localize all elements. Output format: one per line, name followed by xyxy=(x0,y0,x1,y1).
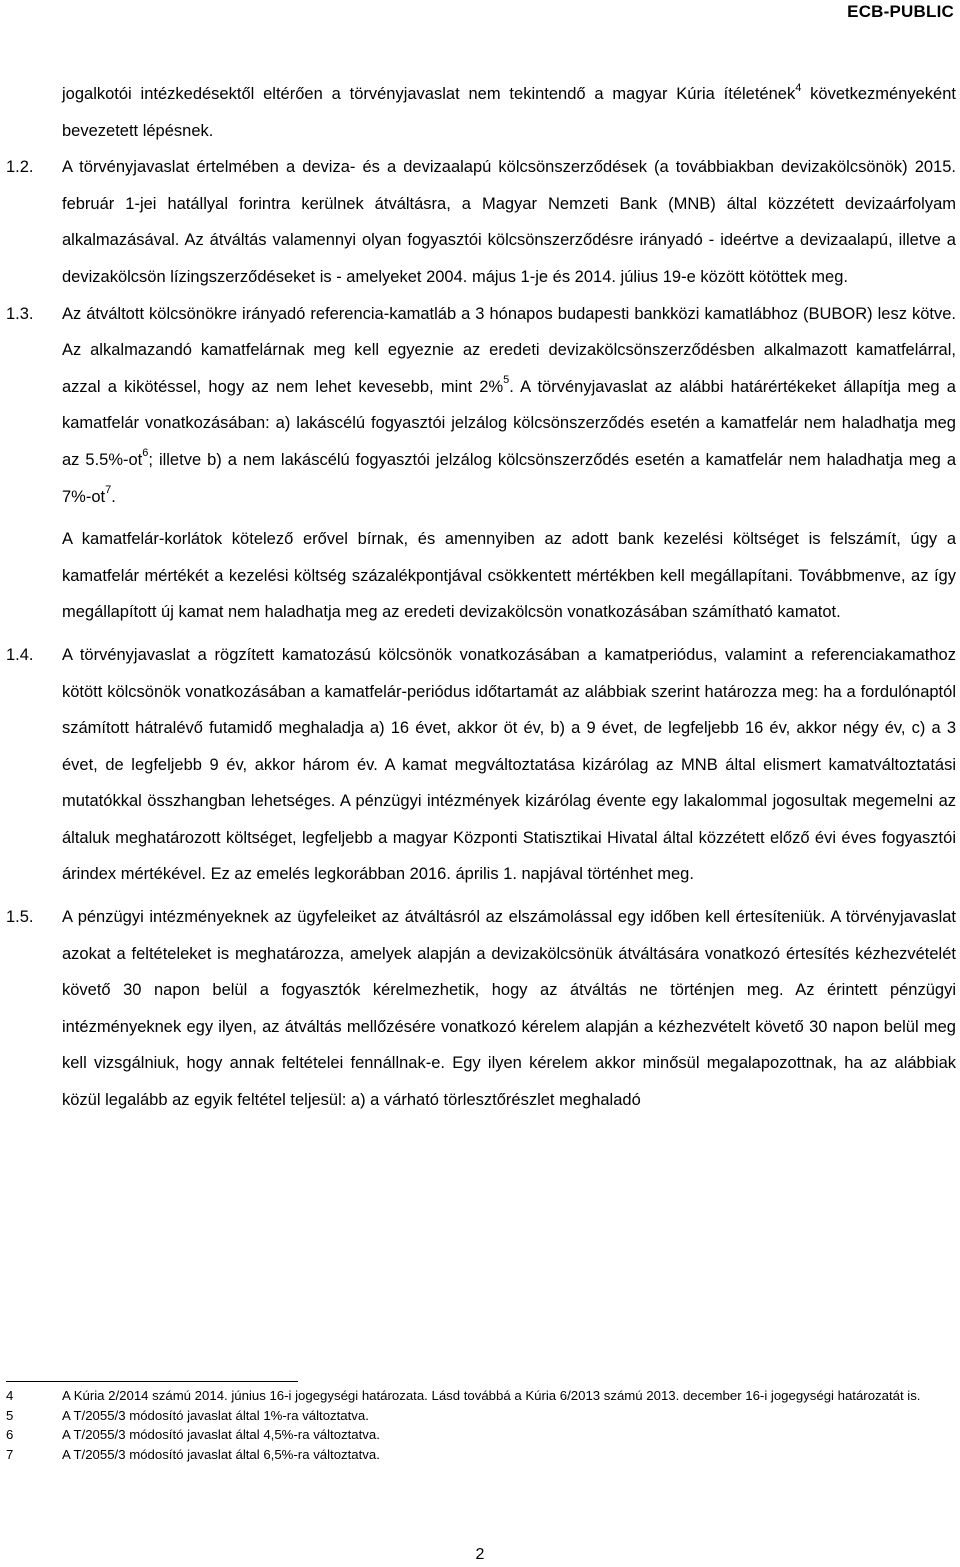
paragraph-number: 1.2. xyxy=(6,158,34,177)
paragraph-text: következményeként bevezetett lépésnek. xyxy=(62,85,956,140)
footnote-number: 6 xyxy=(6,1427,14,1442)
paragraph-text: ; illetve b) a nem lakáscélú fogyasztói jelzálog kölcsönszerződés esetén a kamatfelár nem haladhatja meg a 7%-ot xyxy=(62,450,956,506)
footnote-ref-6[interactable]: 6 xyxy=(142,447,149,460)
footnote-number: 7 xyxy=(6,1446,14,1462)
footnote-text: A T/2055/3 módosító javaslat által 1%-ra változtatva. xyxy=(62,1407,369,1423)
paragraph-number: 1.3. xyxy=(6,304,34,323)
footnote-divider xyxy=(6,1381,298,1382)
paragraph-number: 1.5. xyxy=(6,908,34,927)
paragraph-text: Az átváltott kölcsönökre irányadó referencia-kamatláb a 3 hónapos budapesti bankközi kamatlábhoz (BUBOR) lesz kötve. Az alkalmazandó kamatfelárnak meg kell egyeznie az eredeti devizakölcsönszerződésben alkalmazott kamatfelárral, azzal a kikötéssel, hogy az nem lehet kevesebb, mint 2% xyxy=(62,304,956,396)
paragraph-1-3 xyxy=(0,296,960,516)
paragraph-text: A kamatfelár-korlátok kötelező erővel bírnak, és amennyiben az adott bank kezelési költséget is felszámít, úgy a kamatfelár mértékét a kezelési költség százalékpontjával csökkentett mértékben kell megállapítani. Továbbmenve, az így megállapított új kamat nem haladhatja meg az eredeti devizakölcsön vonatkozásában számítható kamatot. xyxy=(62,530,956,622)
paragraph-text: . xyxy=(111,487,116,506)
footnote-ref-4[interactable]: 4 xyxy=(795,81,802,94)
classification-label: ECB-PUBLIC xyxy=(847,2,954,21)
footnote-4 xyxy=(0,1386,960,1406)
paragraph-continuation xyxy=(0,76,960,149)
paragraph-text: jogalkotói intézkedésektől eltérően a törvényjavaslat nem tekintendő a magyar Kúria ítéletének xyxy=(62,85,796,103)
paragraph-1-4 xyxy=(0,637,960,893)
footnote-text: A Kúria 2/2014 számú 2014. június 16-i jogegységi határozata. Lásd továbbá a Kúria 6/2013 számú 2013. december 16-i jogegységi határozatát is. xyxy=(62,1388,921,1403)
footnotes xyxy=(0,1386,960,1464)
paragraph-text: A törvényjavaslat értelmében a deviza- és a devizaalapú kölcsönszerződések (a továbbiakban devizakölcsönök) 2015. február 1-jei hatállyal forintra kerülnek átváltásra, a Magyar Nemzeti Bank (MNB) által közzétett devizaárfolyam alkalmazásával. Az átváltás valamennyi olyan fogyasztói kölcsönszerződésre irányadó - ideértve a devizaalapú, illetve a devizakölcsön lízingszerződéseket is - amelyeket 2004. május 1-je és 2014. július 19-e között kötöttek meg. xyxy=(62,158,956,286)
footnote-6 xyxy=(0,1425,960,1445)
footnote-number: 5 xyxy=(6,1407,14,1423)
paragraph-text: A törvényjavaslat a rögzített kamatozású kölcsönök vonatkozásában a kamatperiódus, valamint a referenciakamathoz kötött kölcsönök vonatkozásában a kamatfelár-periódus időtartamát az alábbiak szerint határozza meg: ha a fordulónaptól számított hátralévő futamidő meghaladja a) 16 évet, akkor öt év, b) a 9 évet, de legfeljebb 16 év, akkor négy év, c) a 3 évet, de legfeljebb 9 év, akkor három év. A kamat megváltoztatása kizárólag az MNB által elismert kamatváltoztatási mutatókkal összhangban lehetséges. A pénzügyi intézmények kizárólag évente egy lakalommal jogosultak megemelni az általuk meghatározott költséget, legfeljebb a magyar Központi Statisztikai Hivatal által közzétett előző évi éves fogyasztói árindex mértékével. Ez az emelés legkorábban 2016. április 1. napjával történhet meg. xyxy=(62,645,956,884)
footnote-text: A T/2055/3 módosító javaslat által 6,5%-ra változtatva. xyxy=(62,1446,380,1462)
paragraph-number: 1.4. xyxy=(6,645,34,664)
document-body xyxy=(0,76,960,1119)
footnote-7 xyxy=(0,1445,960,1465)
paragraph-text: . A törvényjavaslat az alábbi határértékeket állapítja meg a kamatfelár vonatkozásában: a) lakáscélú fogyasztói jelzálog kölcsönszerződés esetén a kamatfelár nem haladhatja meg az 5.5%-ot xyxy=(62,377,956,469)
footnote-ref-7[interactable]: 7 xyxy=(105,484,112,497)
paragraph-1-2 xyxy=(0,149,960,295)
paragraph-1-5 xyxy=(0,899,960,1119)
footnote-text: A T/2055/3 módosító javaslat által 4,5%-ra változtatva. xyxy=(62,1427,380,1442)
footnote-5 xyxy=(0,1406,960,1426)
paragraph-1-3-continued xyxy=(0,521,960,631)
footnote-number: 4 xyxy=(6,1388,14,1403)
footnote-ref-5[interactable]: 5 xyxy=(503,374,510,387)
page-number: 2 xyxy=(475,1546,485,1563)
paragraph-text: A pénzügyi intézményeknek az ügyfeleiket az átváltásról az elszámolással egy időben kell értesíteniük. A törvényjavaslat azokat a feltételeket is meghatározza, amelyek alapján a devizakölcsönük átváltására vonatkozó értesítés kézhezvételét követő 30 napon belül a fogyasztók kérelmezhetik, hogy az átváltás ne történjen meg. Az érintett pénzügyi intézményeknek egy ilyen, az átváltás mellőzésére vonatkozó kérelem alapján a kézhezvételt követő 30 napon belül meg kell vizsgálniuk, hogy annak feltételei fennállnak-e. Egy ilyen kérelem akkor minősül megalapozottnak, ha az alábbiak közül legalább az egyik feltétel teljesül: a) a várható törlesztőrészlet meghaladó xyxy=(62,908,956,1110)
